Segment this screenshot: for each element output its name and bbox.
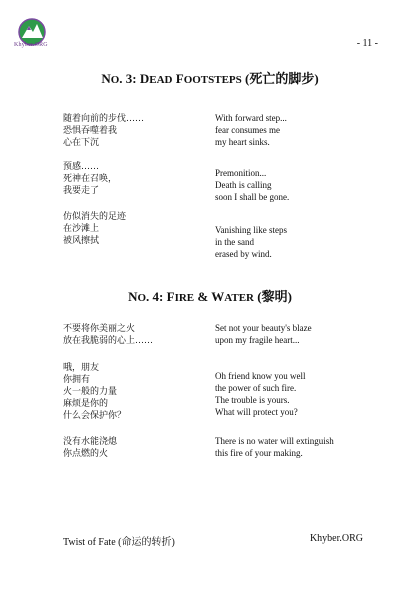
poem-4-stanza-1-zh: 不要将你美丽之火 放在我脆弱的心上…… bbox=[63, 323, 154, 345]
poem-4-stanza-2-en: Oh friend know you well the power of such fire. The trouble is yours. What will protect you? bbox=[215, 371, 306, 417]
footer-site: Khyber.ORG bbox=[309, 533, 363, 544]
poem-title-4: NO. 4: FIRE & WATER (黎明) bbox=[128, 289, 292, 304]
poem-3-stanza-2-en: Premonition... Death is calling soon I shall be gone. bbox=[215, 168, 290, 202]
footer-book-title: Twist of Fate (命运的转折) bbox=[63, 537, 175, 548]
poem-4-stanza-3-en: There is no water will extinguish this fire of your making. bbox=[215, 436, 334, 458]
page-number: - 11 - bbox=[356, 38, 378, 49]
poem-3-stanza-1-zh: 随着向前的步伐…… 恐惧吞噬着我 心在下沉 bbox=[63, 113, 145, 147]
poem-3-stanza-3-en: Vanishing like steps in the sand erased by wind. bbox=[215, 225, 287, 259]
khyber-logo-icon bbox=[10, 14, 54, 58]
logo-text: Khyber.ORG bbox=[14, 42, 48, 48]
poem-4-stanza-3-zh: 没有水能浇熄 你点燃的火 bbox=[63, 436, 118, 458]
poem-3-stanza-1-en: With forward step... fear consumes me my heart sinks. bbox=[215, 113, 287, 147]
poem-title-3: NO. 3: DEAD FOOTSTEPS (死亡的脚步) bbox=[101, 71, 319, 86]
poem-3-stanza-2-zh: 预感…… 死神在召唤， 我要走了 bbox=[63, 161, 118, 195]
poem-4-stanza-2-zh: 哦，朋友 你拥有 火一般的力量 麻烦是你的 什么会保护你？ bbox=[63, 362, 127, 420]
poem-4-stanza-1-en: Set not your beauty's blaze upon my fragile heart... bbox=[215, 323, 312, 345]
poem-3-stanza-3-zh: 仿似消失的足迹 在沙滩上 被风擦拭 bbox=[63, 211, 127, 245]
